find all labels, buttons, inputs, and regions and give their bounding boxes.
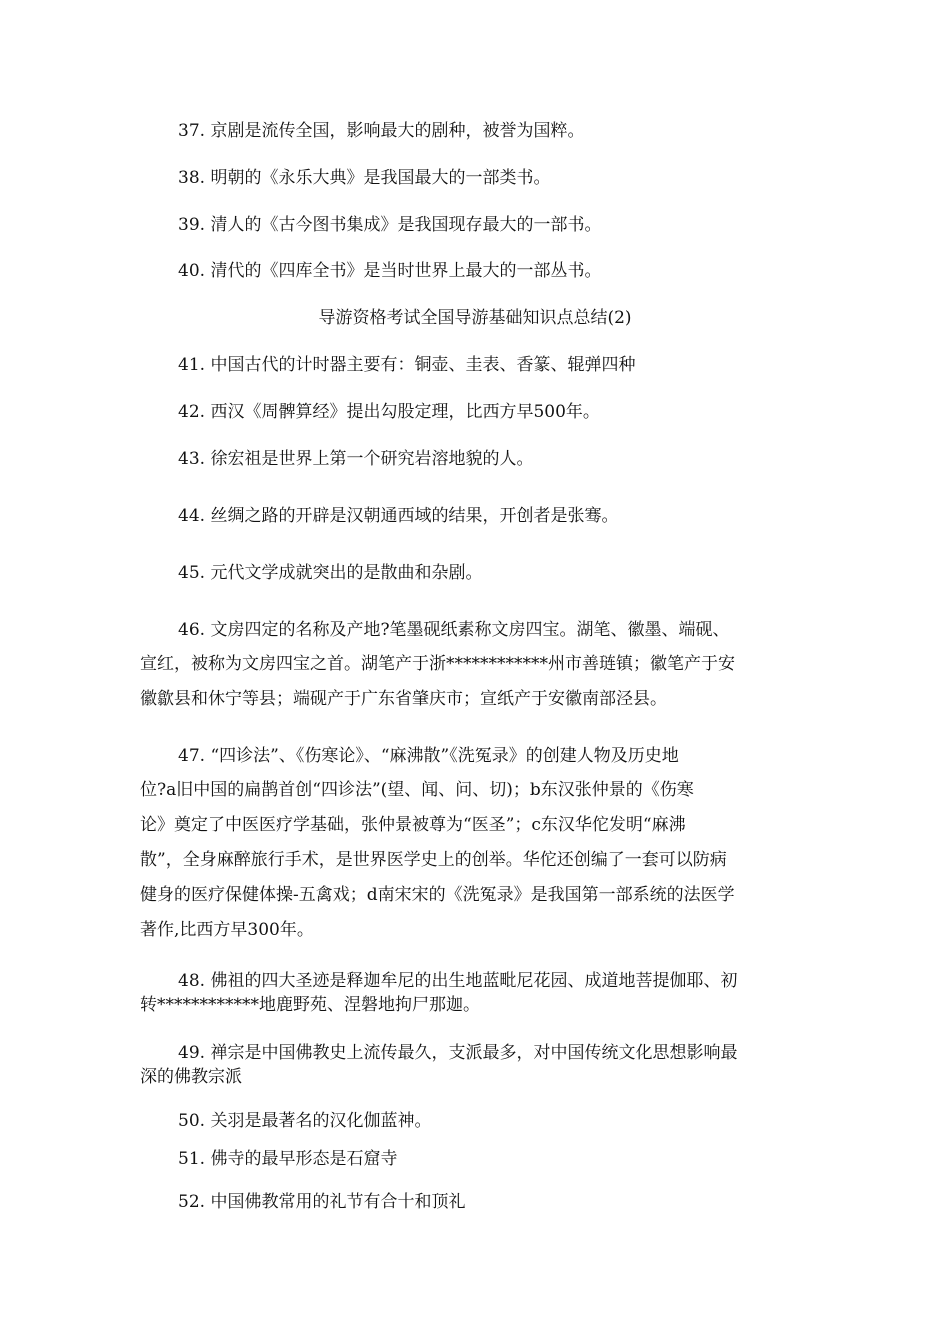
item-49-line: 深的佛教宗派 [140, 1067, 242, 1087]
item-38: 38. 明朝的《永乐大典》是我国最大的一部类书。 [178, 168, 551, 188]
item-41: 41. 中国古代的计时器主要有：铜壶、圭表、香篆、辊弹四种 [178, 355, 636, 375]
item-47-line: 健身的医疗保健体操-五禽戏；d南宋宋的《洗冤录》是我国第一部系统的法医学 [140, 885, 735, 905]
item-48-line: 48. 佛祖的四大圣迹是释迦牟尼的出生地蓝毗尼花园、成道地菩提伽耶、初 [178, 971, 738, 991]
item-45: 45. 元代文学成就突出的是散曲和杂剧。 [178, 563, 483, 583]
item-46-line: 宣红，被称为文房四宝之首。湖笔产于浙************州市善琏镇；徽笔产于安 [140, 654, 735, 674]
item-39: 39. 清人的《古今图书集成》是我国现存最大的一部书。 [178, 215, 602, 235]
item-48-line: 转************地鹿野苑、涅磐地拘尸那迦。 [140, 995, 480, 1015]
item-47-line: 著作,比西方早300年。 [140, 920, 314, 940]
item-42: 42. 西汉《周髀算经》提出勾股定理，比西方早500年。 [178, 402, 600, 422]
item-47-line: 论》奠定了中医医疗学基础，张仲景被尊为“医圣”；c东汉华佗发明“麻沸 [140, 815, 686, 835]
item-50: 50. 关羽是最著名的汉化伽蓝神。 [178, 1111, 432, 1131]
item-46-line: 徽歙县和休宁等县；端砚产于广东省肇庆市；宣纸产于安徽南部泾县。 [140, 689, 667, 709]
item-52: 52. 中国佛教常用的礼节有合十和顶礼 [178, 1192, 466, 1212]
section-title: 导游资格考试全国导游基础知识点总结(2) [318, 308, 632, 328]
item-51: 51. 佛寺的最早形态是石窟寺 [178, 1149, 398, 1169]
item-46-line: 46. 文房四定的名称及产地?笔墨砚纸素称文房四宝。湖笔、徽墨、端砚、 [178, 620, 730, 640]
item-43: 43. 徐宏祖是世界上第一个研究岩溶地貌的人。 [178, 449, 534, 469]
item-40: 40. 清代的《四库全书》是当时世界上最大的一部丛书。 [178, 261, 602, 281]
item-44: 44. 丝绸之路的开辟是汉朝通西域的结果，开创者是张骞。 [178, 506, 619, 526]
item-47-line: 47. “四诊法”、《伤寒论》、“麻沸散”《洗冤录》的创建人物及历史地 [178, 746, 679, 766]
item-37: 37. 京剧是流传全国，影响最大的剧种，被誉为国粹。 [178, 121, 585, 141]
item-47-line: 位?a旧中国的扁鹊首创“四诊法”(望、闻、问、切)；b东汉张仲景的《伤寒 [140, 780, 694, 800]
item-49-line: 49. 禅宗是中国佛教史上流传最久，支派最多，对中国传统文化思想影响最 [178, 1043, 738, 1063]
item-47-line: 散”，全身麻醉旅行手术，是世界医学史上的创举。华佗还创编了一套可以防病 [140, 850, 727, 870]
